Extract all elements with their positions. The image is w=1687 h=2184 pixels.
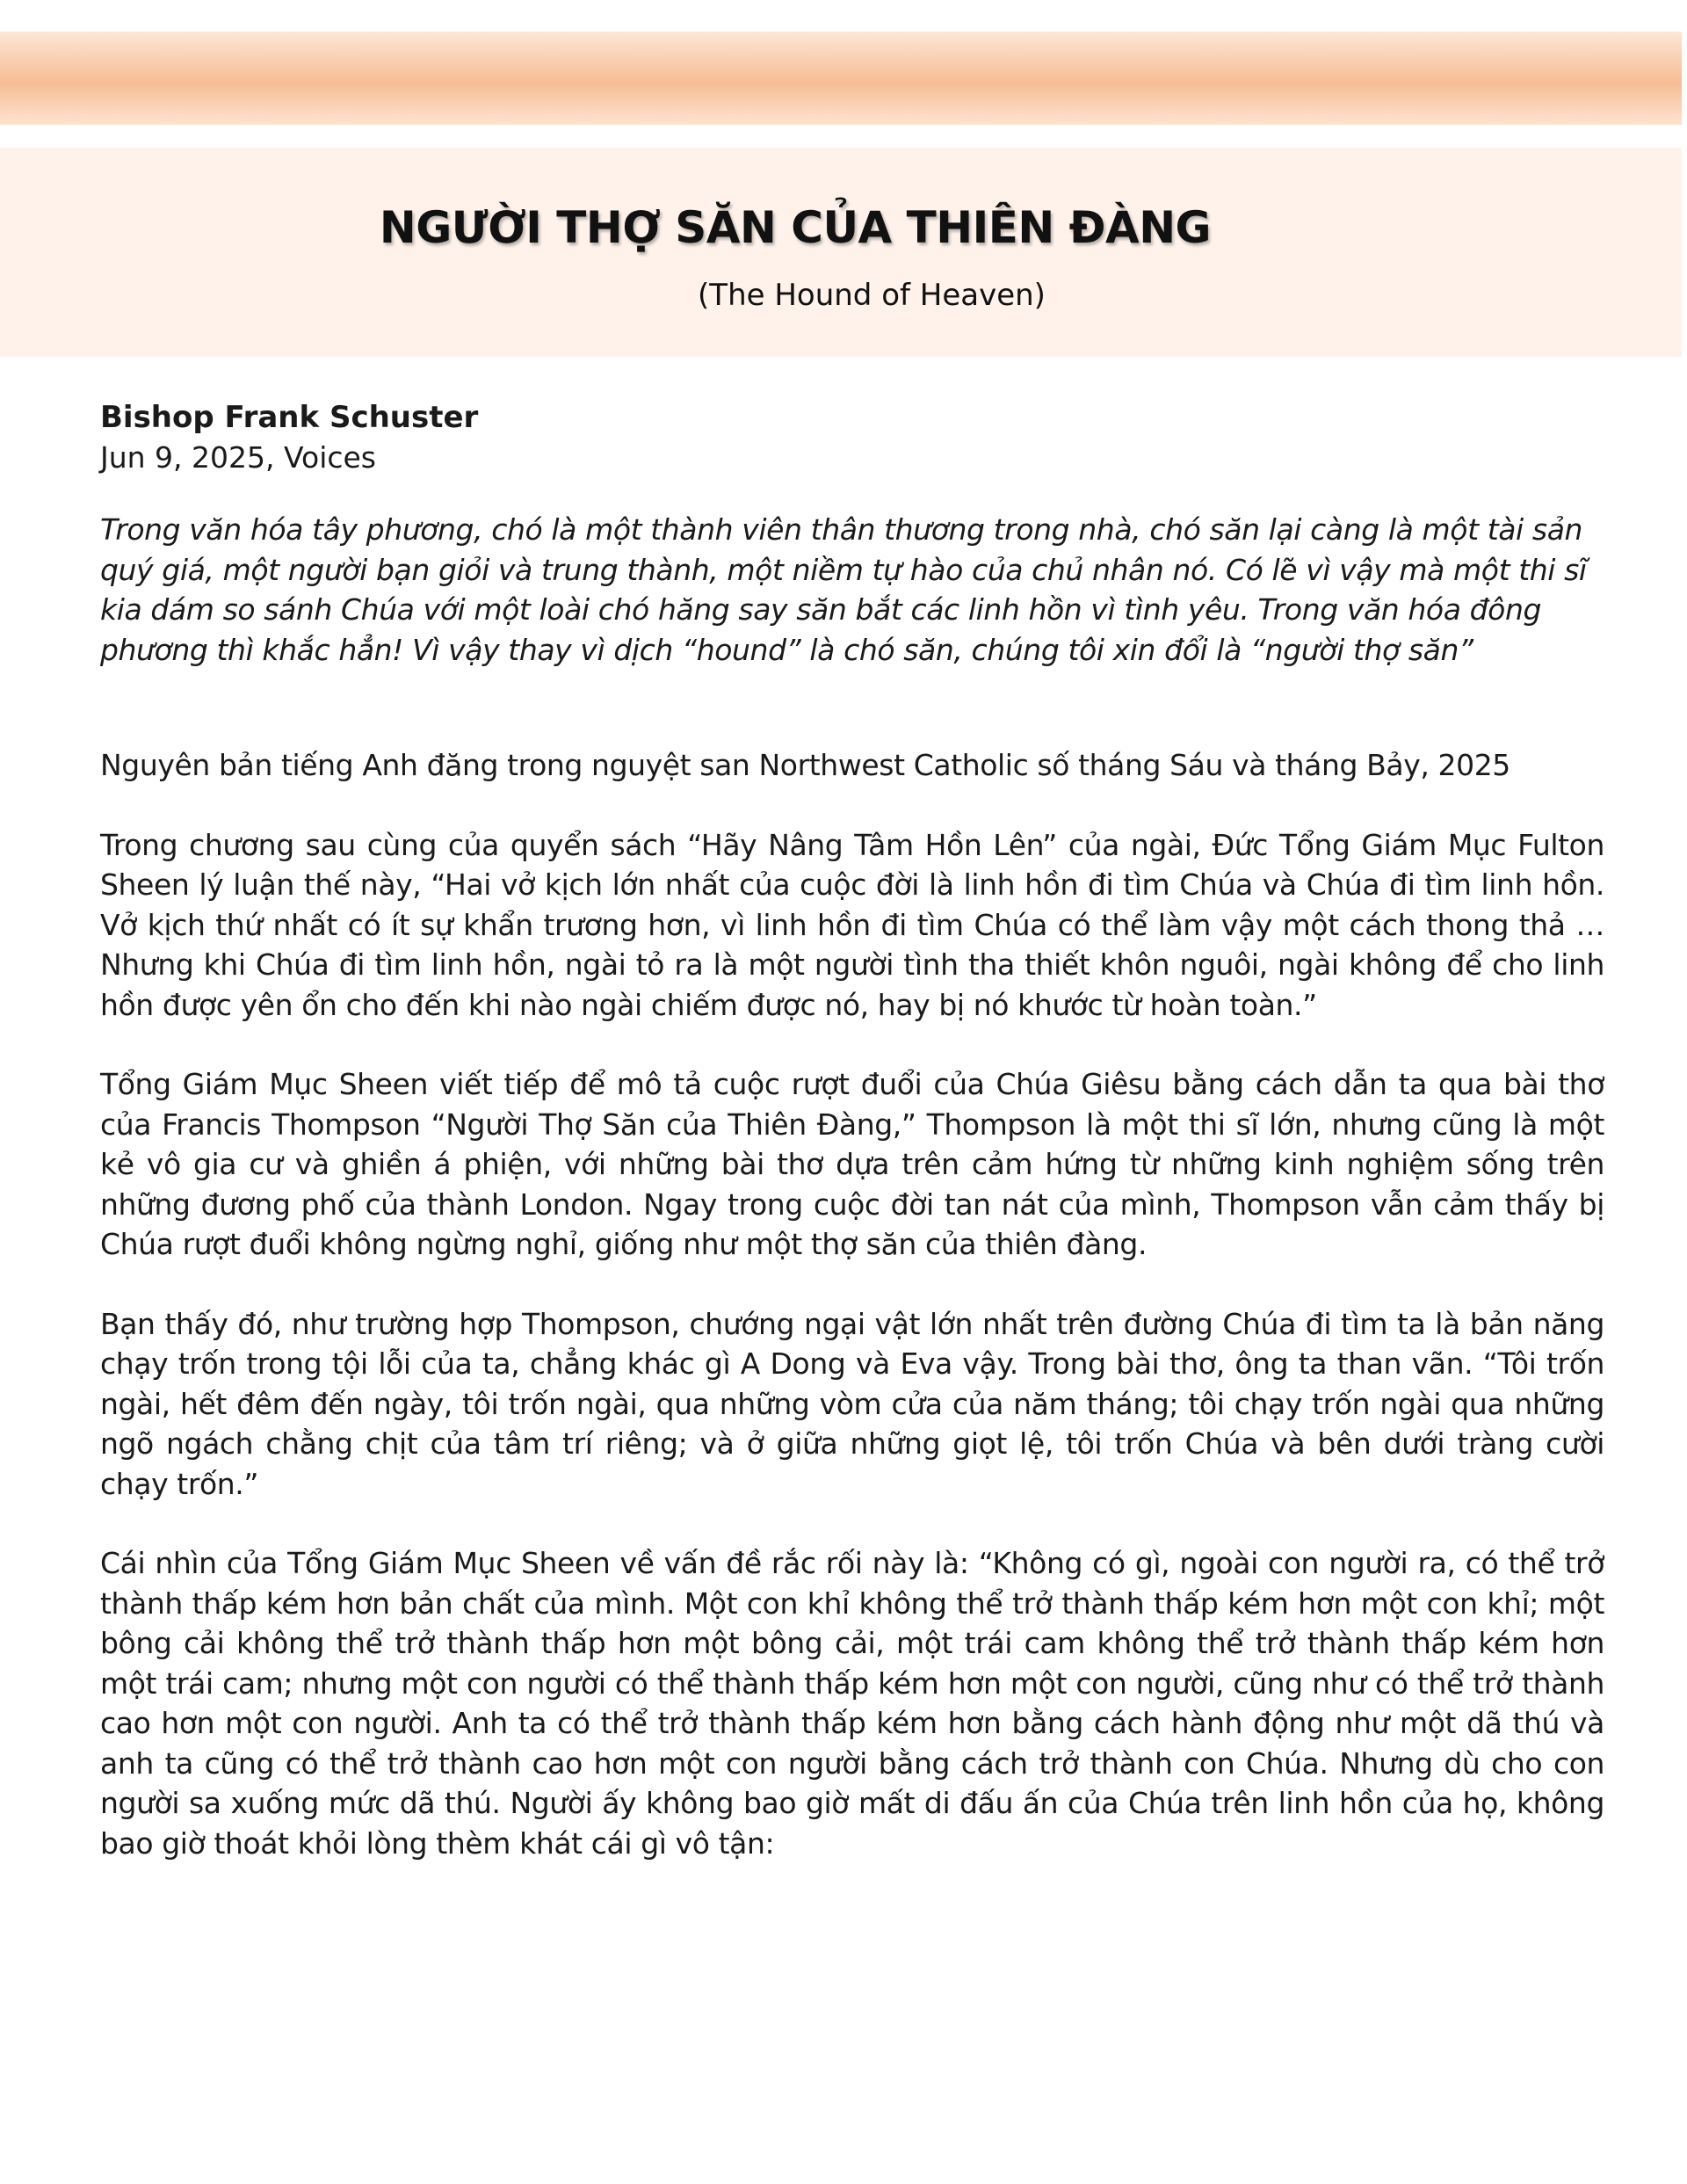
article-subtitle: (The Hound of Heaven) bbox=[698, 278, 1046, 313]
article-title: NGƯỜI THỢ SĂN CỦA THIÊN ĐÀNG bbox=[379, 202, 1212, 253]
source-note: Nguyên bản tiếng Anh đăng trong nguyệt san Northwest Catholic số tháng Sáu và tháng Bảy, 2025 bbox=[100, 748, 1510, 782]
publication-dateline: Jun 9, 2025, Voices bbox=[100, 440, 376, 475]
body-paragraph: Bạn thấy đó, như trường hợp Thompson, chướng ngại vật lớn nhất trên đường Chúa đi tìm ta là bản năng chạy trốn trong tội lỗi của ta, chẳng khác gì A Dong và Eva vậy. Trong bài thơ, ông ta than vãn. “Tôi trốn ngài, hết đêm đến ngày, tôi trốn ngài, qua những vòm cửa của năm tháng; tôi chạy trốn ngài qua những ngõ ngách chằng chịt của tâm trí riêng; và ở giữa những giọt lệ, tôi trốn Chúa và bên dưới tràng cười chạy trốn.” bbox=[100, 1306, 1604, 1501]
body-paragraph: Trong chương sau cùng của quyển sách “Hãy Nâng Tâm Hồn Lên” của ngài, Đức Tổng Giám Mục Fulton Sheen lý luận thế này, “Hai vở kịch lớn nhất của cuộc đời là linh hồn đi tìm Chúa và Chúa đi tìm linh hồn. Vở kịch thứ nhất có ít sự khẩn trương hơn, vì linh hồn đi tìm Chúa có thể làm vậy một cách thong thả … Nhưng khi Chúa đi tìm linh hồn, ngài tỏ ra là một người tình tha thiết khôn nguôi, ngài không để cho linh hồn được yên ổn cho đến khi nào ngài chiếm được nó, hay bị nó khước từ hoàn toàn.” bbox=[100, 827, 1604, 1022]
decorative-header-band bbox=[0, 32, 1682, 125]
title-panel bbox=[0, 148, 1682, 357]
body-paragraph: Cái nhìn của Tổng Giám Mục Sheen về vấn đề rắc rối này là: “Không có gì, ngoài con người ra, có thể trở thành thấp kém hơn bản chất của mình. Một con khỉ không thể trở thành thấp kém hơn một con khỉ; một bông cải không thể trở thành thấp hơn một bông cải, một trái cam không thể trở thành thấp kém hơn một trái cam; nhưng một con người có thể thành thấp kém hơn một con người, cũng như có thể trở thành cao hơn một con người. Anh ta có thể trở thành thấp kém hơn bằng cách hành động như một dã thú và anh ta cũng có thể trở thành cao hơn một con người bằng cách trở thành con Chúa. Nhưng dù cho con người sa xuống mức dã thú. Người ấy không bao giờ mất di đấu ấn của Chúa trên linh hồn của họ, không bao giờ thoát khỏi lòng thèm khát cái gì vô tận: bbox=[100, 1546, 1604, 1861]
body-paragraph: Tổng Giám Mục Sheen viết tiếp để mô tả cuộc rượt đuổi của Chúa Giêsu bằng cách dẫn ta qua bài thơ của Francis Thompson “Người Thợ Săn của Thiên Đàng,” Thompson là một thi sĩ lớn, nhưng cũng là một kẻ vô gia cư và ghiền á phiện, với những bài thơ dựa trên cảm hứng từ những kinh nghiệm sống trên những đương phố của thành London. Ngay trong cuộc đời tan nát của mình, Thompson vẫn cảm thấy bị Chúa rượt đuổi không ngừng nghỉ, giống như một thợ săn của thiên đàng. bbox=[100, 1067, 1604, 1261]
author-name: Bishop Frank Schuster bbox=[100, 400, 479, 435]
translator-intro-note: Trong văn hóa tây phương, chó là một thành viên thân thương trong nhà, chó săn lại càng là một tài sản quý giá, một người bạn giỏi và trung thành, một niềm tự hào của chủ nhân nó. Có lẽ vì vậy mà một thi sĩ kia dám so sánh Chúa với một loài chó hăng say săn bắt các linh hồn vì tình yêu. Trong văn hóa đông phương thì khắc hẳn! Vì vậy thay vì dịch “hound” là chó săn, chúng tôi xin đổi là “người thợ săn” bbox=[100, 512, 1587, 667]
article-body bbox=[100, 397, 1604, 1863]
